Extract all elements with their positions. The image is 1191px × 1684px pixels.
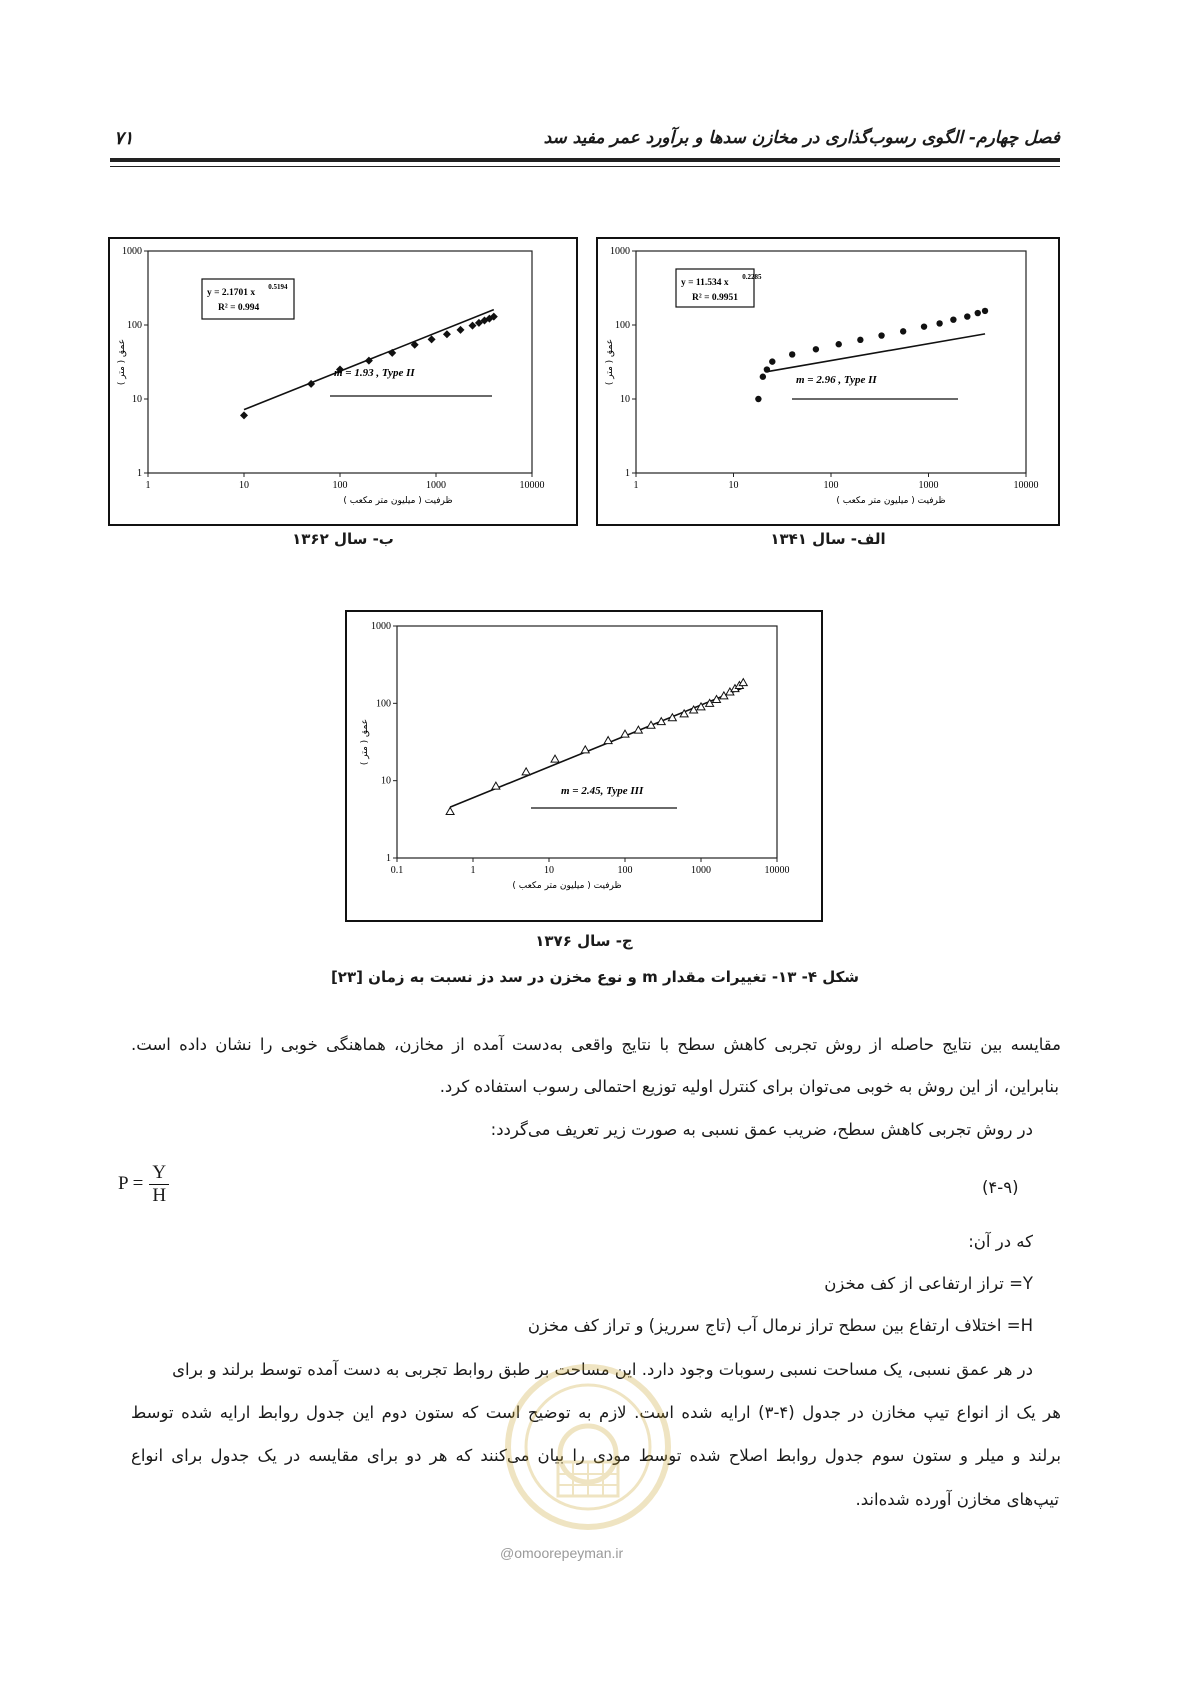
y-tick-label: 100 xyxy=(376,698,391,710)
data-point xyxy=(551,755,559,762)
y-tick-label: 1 xyxy=(386,853,391,864)
data-point xyxy=(982,308,988,314)
x-tick-label: 1 xyxy=(633,480,639,491)
paragraph-1-line-2: بنابراین، از این روش به خوبی می‌توان برای کنترل اولیه توزیع احتمالی رسوب استفاده کرد. xyxy=(439,1077,1059,1096)
header-rule-thick xyxy=(110,158,1060,162)
data-point xyxy=(457,326,465,334)
annotation-label: m = 1.93 , Type II xyxy=(334,367,415,379)
data-point xyxy=(581,746,589,753)
paragraph-1-line-1: مقایسه بین نتایج حاصله از روش تجربی کاهش سطح با نتایج واقعی به‌دست آمده از مخازن، هماهنگی خوبی را نشان داده است. xyxy=(131,1035,1061,1054)
x-tick-label: 0.1 xyxy=(390,865,404,876)
x-tick-label: 10 xyxy=(239,480,249,491)
data-point xyxy=(428,335,436,343)
y-tick-label: 1000 xyxy=(610,246,630,257)
y-tick-label: 1 xyxy=(625,468,630,479)
data-point xyxy=(764,366,770,372)
x-tick-label: 10 xyxy=(728,480,739,491)
fit-line xyxy=(767,334,985,372)
y-axis-label: عمق ( متر ) xyxy=(117,338,127,386)
watermark-text: @omoorepeyman.ir xyxy=(500,1545,624,1561)
chart-left-frame xyxy=(108,237,578,526)
where-line: که در آن: xyxy=(968,1232,1033,1251)
caption-left: ب- سال ۱۳۶۲ xyxy=(292,530,394,548)
chart-right xyxy=(598,239,1058,524)
definition-h: H= اختلاف ارتفاع بین سطح تراز نرمال آب (تاج سرریز) و تراز کف مخزن xyxy=(527,1316,1033,1335)
data-point xyxy=(443,330,451,338)
x-tick-label: 10000 xyxy=(519,480,545,491)
y-tick-label: 100 xyxy=(127,320,142,331)
formula xyxy=(118,1162,169,1207)
x-tick-label: 10000 xyxy=(1013,480,1039,491)
x-tick-label: 1 xyxy=(145,480,151,491)
paragraph-3-line-2: هر یک از انواع تیپ مخازن در جدول (۴-۳) ارایه شده است. لازم به توضیح است که ستون دوم این جدول روابط ارایه شده توسط xyxy=(131,1403,1061,1422)
paragraph-3-line-3: برلند و میلر و ستون سوم جدول روابط اصلاح شده توسط مودی را بیان می‌کنند که هر دو برای مقایسه در یک جدول برای انواع xyxy=(131,1446,1061,1465)
formula-denominator: H xyxy=(152,1184,167,1206)
data-point xyxy=(739,679,747,686)
data-point xyxy=(789,351,795,357)
plot-area xyxy=(397,626,777,858)
x-tick-label: 1 xyxy=(470,865,476,876)
definition-y: Y= تراز ارتفاعی از کف مخزن xyxy=(824,1274,1033,1293)
data-point xyxy=(621,730,629,737)
chart-bottom-frame xyxy=(345,610,823,922)
x-tick-label: 100 xyxy=(332,480,348,491)
y-tick-label: 1000 xyxy=(122,246,142,257)
y-tick-label: 1 xyxy=(137,468,142,479)
x-axis-label: ظرفیت ( میلیون متر مکعب ) xyxy=(836,496,946,506)
equation-number: (۴-۹) xyxy=(982,1178,1019,1197)
data-point xyxy=(388,349,396,357)
figure-caption: شکل ۴- ۱۳- تغییرات مقدار m و نوع مخزن در سد دز نسبت به زمان [۲۳] xyxy=(330,968,860,986)
x-tick-label: 10 xyxy=(544,865,554,876)
annotation-label: m = 2.45, Type III xyxy=(561,785,644,797)
x-tick-label: 1000 xyxy=(426,480,446,491)
data-point xyxy=(975,310,981,316)
formula-lhs: P = xyxy=(118,1173,144,1195)
paragraph-3-line-1: در هر عمق نسبی، یک مساحت نسبی رسوبات وجود دارد. این مساحت بر طبق روابط تجربی به دست آمده توسط برلند و برای xyxy=(172,1360,1033,1379)
data-point xyxy=(964,313,970,319)
r-squared-label: R² = 0.9951 xyxy=(692,293,738,303)
y-tick-label: 10 xyxy=(381,775,391,787)
x-tick-label: 100 xyxy=(823,480,839,491)
data-point xyxy=(921,323,927,329)
data-point xyxy=(900,328,906,334)
equation-label: y = 11.534 x xyxy=(681,278,729,288)
x-tick-label: 1000 xyxy=(918,480,939,491)
caption-bottom: ج- سال ۱۳۷۶ xyxy=(535,932,633,950)
page-number: ۷۱ xyxy=(114,128,134,149)
x-tick-label: 10000 xyxy=(764,865,790,876)
y-tick-label: 10 xyxy=(132,394,142,405)
chart-right-frame xyxy=(596,237,1060,526)
header-rule-thin xyxy=(110,166,1060,167)
equation-exponent: 0.2285 xyxy=(742,273,762,281)
x-tick-label: 100 xyxy=(617,865,633,876)
data-point xyxy=(878,332,884,338)
y-tick-label: 1000 xyxy=(371,621,391,632)
data-point xyxy=(836,341,842,347)
data-point xyxy=(755,396,761,402)
y-tick-label: 100 xyxy=(615,320,630,331)
page-header xyxy=(110,128,1060,154)
data-point xyxy=(240,411,248,419)
data-point xyxy=(760,374,766,380)
watermark-seal xyxy=(503,1362,673,1532)
data-point xyxy=(950,316,956,322)
y-tick-label: 10 xyxy=(620,394,630,405)
r-squared-label: R² = 0.994 xyxy=(218,303,260,313)
formula-fraction xyxy=(149,1162,169,1207)
data-point xyxy=(936,320,942,326)
x-axis-label: ظرفیت ( میلیون متر مکعب ) xyxy=(512,881,622,891)
data-point xyxy=(446,807,454,814)
equation-label: y = 2.1701 x xyxy=(207,288,256,298)
data-point xyxy=(492,782,500,789)
chart-left xyxy=(110,239,576,524)
data-point xyxy=(522,768,530,775)
y-axis-label: عمق ( متر ) xyxy=(605,338,615,386)
data-point xyxy=(857,337,863,343)
chapter-title: فصل چهارم- الگوی رسوب‌گذاری در مخازن سدها و برآورد عمر مفید سد xyxy=(543,128,1060,148)
x-tick-label: 1000 xyxy=(691,865,711,876)
paragraph-2: در روش تجربی کاهش سطح، ضریب عمق نسبی به صورت زیر تعریف می‌گردد: xyxy=(490,1120,1033,1139)
paragraph-3-line-4: تیپ‌های مخازن آورده شده‌اند. xyxy=(855,1490,1059,1509)
caption-right: الف- سال ۱۳۴۱ xyxy=(770,530,886,548)
data-point xyxy=(813,346,819,352)
data-point xyxy=(604,737,612,744)
data-point xyxy=(769,358,775,364)
formula-numerator: Y xyxy=(149,1162,169,1185)
x-axis-label: ظرفیت ( میلیون متر مکعب ) xyxy=(343,496,453,506)
annotation-label: m = 2.96 , Type II xyxy=(796,374,877,386)
chart-bottom xyxy=(347,612,821,920)
data-point xyxy=(657,718,665,725)
y-axis-label: عمق ( متر ) xyxy=(360,718,370,766)
equation-exponent: 0.5194 xyxy=(268,283,288,291)
